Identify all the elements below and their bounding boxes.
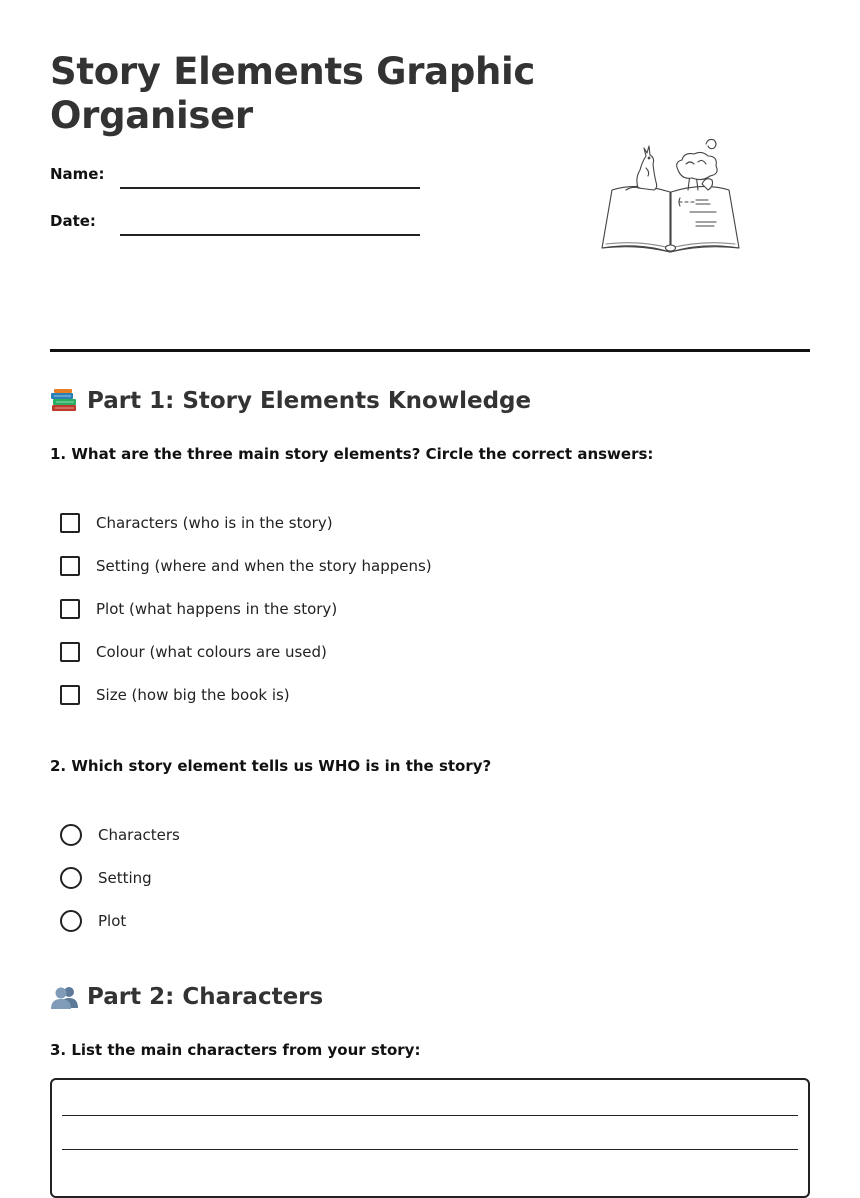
question-2: 2. Which story element tells us WHO is in the story? bbox=[50, 757, 492, 775]
characters-answer-box[interactable] bbox=[50, 1078, 810, 1198]
option-label: Setting (where and when the story happens) bbox=[96, 557, 432, 575]
page-title: Story Elements Graphic Organiser bbox=[50, 50, 536, 137]
option-label: Characters (who is in the story) bbox=[96, 514, 333, 532]
radio-button[interactable] bbox=[60, 910, 82, 932]
checkbox[interactable] bbox=[60, 556, 80, 576]
question-1: 1. What are the three main story elements? Circle the correct answers: bbox=[50, 445, 654, 463]
part1-heading-text: Part 1: Story Elements Knowledge bbox=[87, 388, 532, 414]
checkbox[interactable] bbox=[60, 685, 80, 705]
answer-line bbox=[62, 1115, 798, 1116]
q1-option-setting[interactable] bbox=[60, 554, 432, 578]
option-label: Setting bbox=[98, 869, 152, 887]
q1-option-colour[interactable] bbox=[60, 640, 327, 664]
q1-option-plot[interactable] bbox=[60, 597, 337, 621]
part1-heading bbox=[50, 388, 531, 414]
radio-button[interactable] bbox=[60, 867, 82, 889]
part2-heading-text: Part 2: Characters bbox=[87, 984, 324, 1010]
checkbox[interactable] bbox=[60, 642, 80, 662]
q2-option-plot[interactable] bbox=[60, 909, 126, 933]
option-label: Plot (what happens in the story) bbox=[96, 600, 338, 618]
option-label: Characters bbox=[98, 826, 180, 844]
people-icon bbox=[50, 984, 80, 1010]
q2-option-characters[interactable] bbox=[60, 823, 180, 847]
option-label: Size (how big the book is) bbox=[96, 686, 290, 704]
radio-button[interactable] bbox=[60, 824, 82, 846]
book-illustration-icon bbox=[598, 134, 743, 258]
answer-line bbox=[62, 1149, 798, 1150]
date-field[interactable] bbox=[120, 234, 420, 236]
books-icon bbox=[50, 388, 80, 414]
option-label: Colour (what colours are used) bbox=[96, 643, 327, 661]
name-field[interactable] bbox=[120, 187, 420, 189]
option-label: Plot bbox=[98, 912, 127, 930]
q1-option-size[interactable] bbox=[60, 683, 290, 707]
name-label: Name: bbox=[50, 165, 105, 183]
checkbox[interactable] bbox=[60, 513, 80, 533]
date-label: Date: bbox=[50, 212, 96, 230]
checkbox[interactable] bbox=[60, 599, 80, 619]
question-3: 3. List the main characters from your story: bbox=[50, 1041, 421, 1059]
q2-option-setting[interactable] bbox=[60, 866, 152, 890]
section-divider bbox=[50, 349, 810, 352]
part2-heading bbox=[50, 984, 323, 1010]
q1-option-characters[interactable] bbox=[60, 511, 333, 535]
